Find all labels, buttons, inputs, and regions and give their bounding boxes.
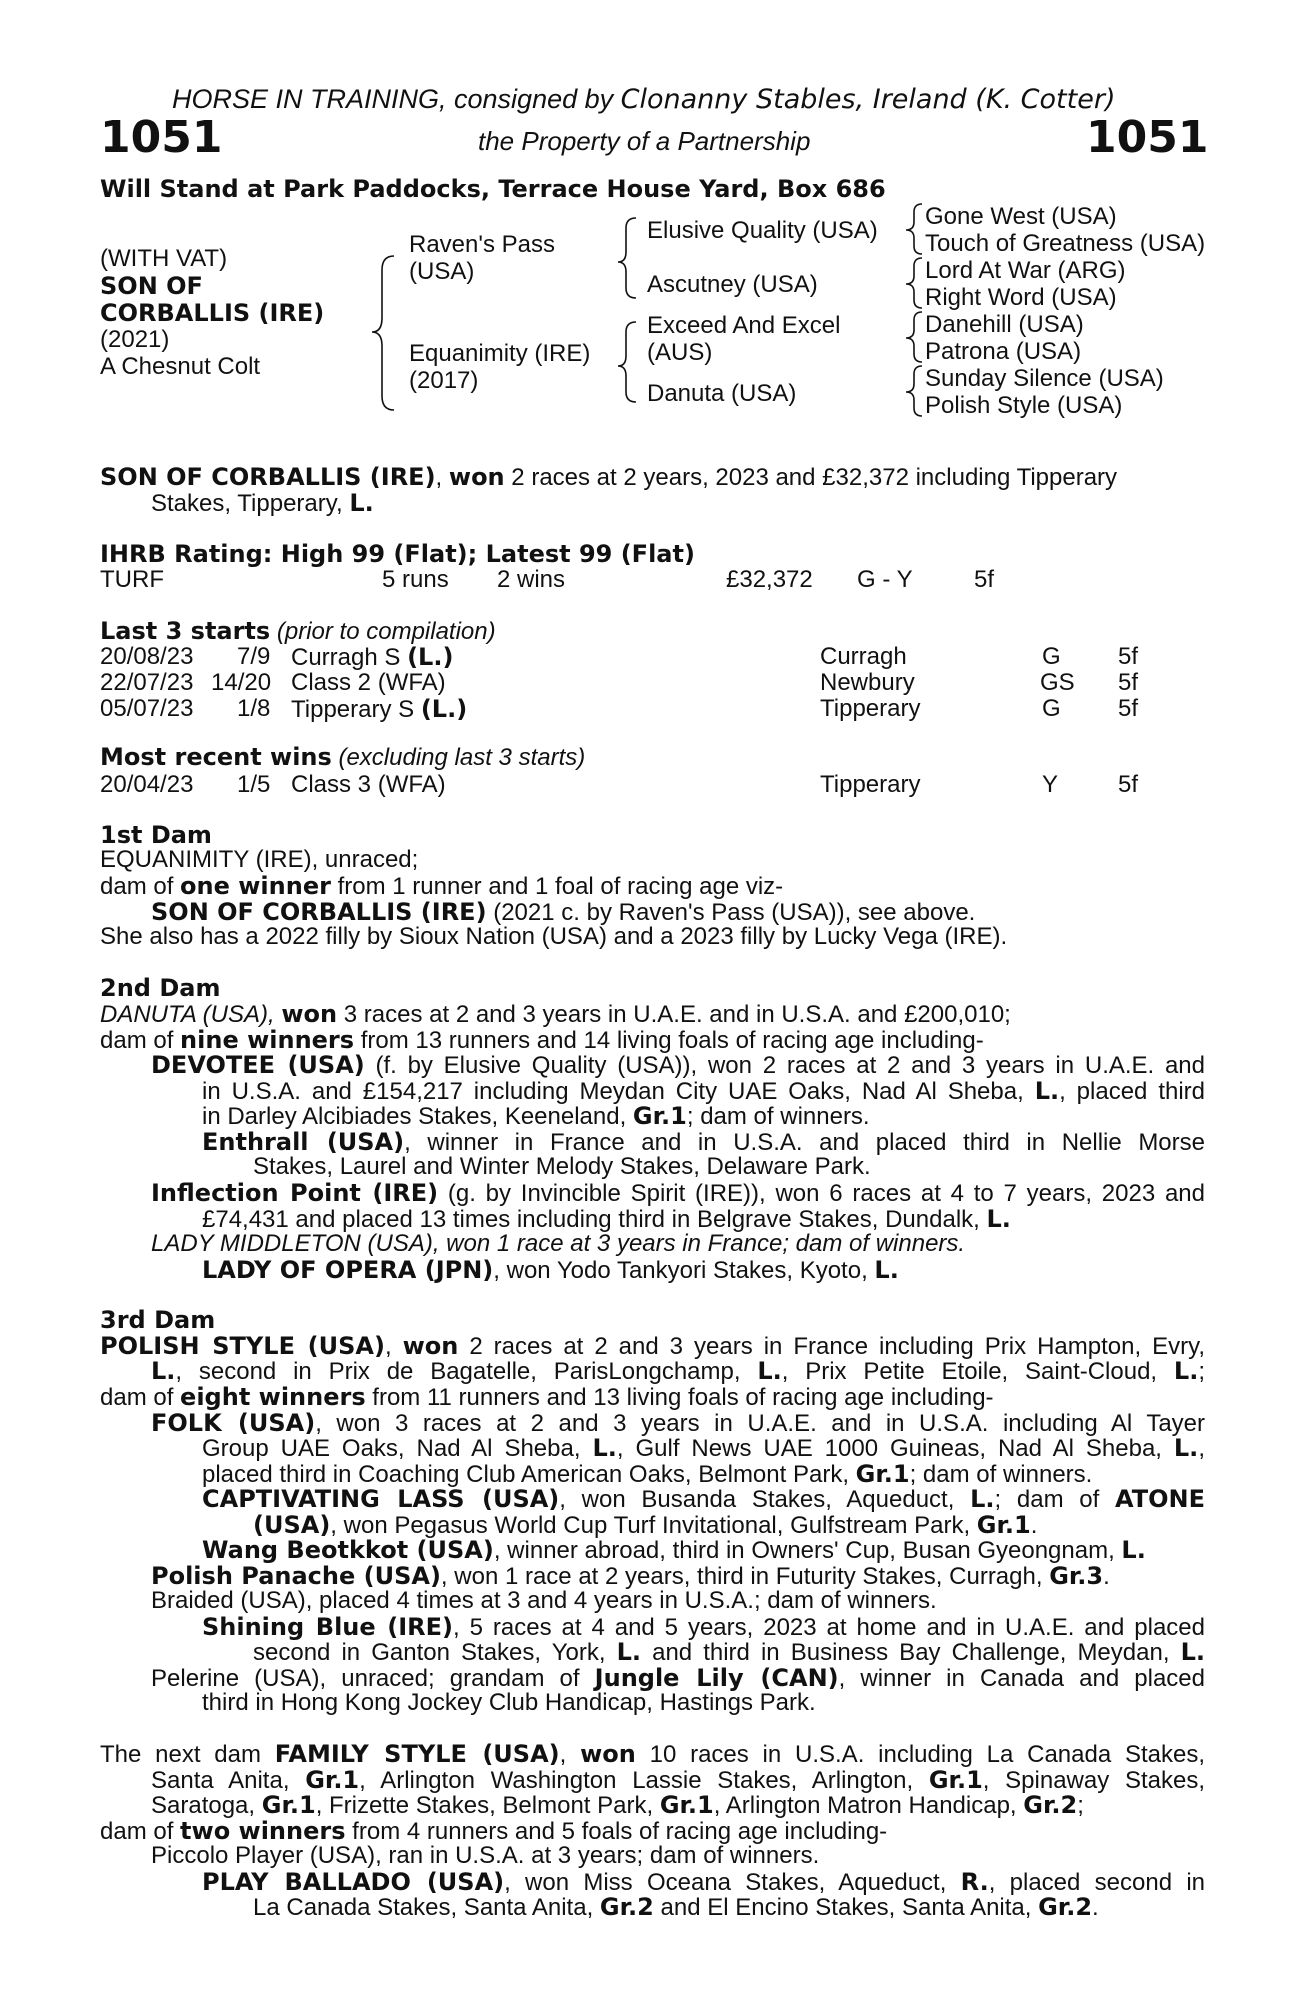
dam3-line-6 bbox=[202, 1461, 1092, 1488]
dam2-line-11 bbox=[202, 1257, 899, 1284]
property-line: the Property of a Partnership bbox=[478, 126, 811, 156]
dam3-line-13 bbox=[253, 1639, 1205, 1666]
t-bold: one winner bbox=[180, 872, 331, 900]
t: , Prix Petite Etoile, Saint-Cloud, bbox=[781, 1358, 1174, 1385]
horse-description: A Chesnut Colt bbox=[100, 353, 261, 380]
t-bold: Enthrall (USA) bbox=[202, 1128, 405, 1156]
dam2-line-4 bbox=[202, 1078, 1205, 1105]
horse-year: (2021) bbox=[100, 326, 170, 353]
nextdam-line-1 bbox=[100, 1741, 1205, 1768]
gp-2: Touch of Greatness (USA) bbox=[925, 230, 1206, 257]
dam2-line-10: LADY MIDDLETON (USA), won 1 race at 3 years in France; dam of winners. bbox=[151, 1230, 966, 1257]
sire-dam: Ascutney (USA) bbox=[647, 271, 818, 298]
t-bold: Shining Blue (IRE) bbox=[202, 1613, 454, 1641]
dam3-line-7 bbox=[202, 1486, 1205, 1513]
dam3-line-10 bbox=[151, 1563, 1110, 1590]
race-name: Tipperary S bbox=[291, 696, 421, 723]
t: , placed third bbox=[1059, 1078, 1206, 1105]
t-bold: FOLK (USA) bbox=[151, 1409, 316, 1437]
nextdam-line-7 bbox=[253, 1894, 1099, 1921]
t-bold: L. bbox=[592, 1434, 617, 1462]
dam1-line-3 bbox=[151, 899, 975, 926]
dam2-line-6 bbox=[202, 1129, 1205, 1156]
table-row bbox=[100, 772, 1150, 798]
t: , won Busanda Stakes, Aqueduct, bbox=[559, 1486, 971, 1513]
t: , bbox=[384, 1333, 403, 1360]
t-bold: L. bbox=[970, 1485, 995, 1513]
t: placed third in Coaching Club American Oaks, Belmont Park, bbox=[202, 1461, 856, 1488]
rating-going: G - Y bbox=[857, 566, 913, 593]
start-position: 7/9 bbox=[237, 643, 271, 670]
dam3-line-11: Braided (USA), placed 4 times at 3 and 4 years in U.S.A.; dam of winners. bbox=[151, 1587, 937, 1614]
t-bold: Gr.1 bbox=[632, 1102, 687, 1130]
t: dam of bbox=[100, 1818, 181, 1845]
race-grade: (L.) bbox=[407, 643, 454, 671]
summary-won: won bbox=[448, 463, 505, 491]
t: , bbox=[559, 1741, 581, 1768]
t: Santa Anita, bbox=[151, 1767, 306, 1794]
t: from 1 runner and 1 foal of racing age viz- bbox=[330, 873, 784, 900]
t: in Darley Alcibiades Stakes, Keeneland, bbox=[202, 1103, 633, 1130]
gp-7: Sunday Silence (USA) bbox=[925, 365, 1164, 392]
win-date: 20/04/23 bbox=[100, 771, 194, 798]
win-going: Y bbox=[1042, 771, 1059, 798]
table-row bbox=[100, 670, 1150, 696]
t: £74,431 and placed 13 times including third in Belgrave Stakes, Dundalk, bbox=[202, 1206, 987, 1233]
t: dam of bbox=[100, 1027, 181, 1054]
dam2-line-2 bbox=[100, 1027, 984, 1054]
lot-number-right: 1051 bbox=[1086, 112, 1209, 163]
start-race bbox=[291, 696, 467, 723]
dam3-line-4 bbox=[151, 1410, 1205, 1437]
summary-text-2: Stakes, Tipperary, bbox=[151, 490, 350, 517]
t: , 5 races at 4 and 5 years, 2023 at home and in U.A.E. and placed bbox=[453, 1614, 1205, 1641]
start-date: 05/07/23 bbox=[100, 695, 194, 722]
t: from 13 runners and 14 living foals of racing age including- bbox=[354, 1027, 984, 1054]
t-bold: DEVOTEE (USA) bbox=[151, 1051, 365, 1079]
t-italic: DANUTA (USA), bbox=[100, 1001, 282, 1028]
t-bold: PLAY BALLADO (USA) bbox=[202, 1868, 505, 1896]
dam3-line-5 bbox=[202, 1435, 1205, 1462]
nextdam-line-5: Piccolo Player (USA), ran in U.S.A. at 3 years; dam of winners. bbox=[151, 1842, 820, 1869]
dam3-line-1 bbox=[100, 1333, 1205, 1360]
t: . bbox=[1103, 1563, 1110, 1590]
lot-number-left: 1051 bbox=[100, 112, 223, 163]
t-bold: nine winners bbox=[180, 1026, 355, 1054]
t-bold: L. bbox=[757, 1357, 782, 1385]
dam2-title: 2nd Dam bbox=[100, 974, 221, 1002]
t-bold: Gr.1 bbox=[261, 1791, 316, 1819]
t: 10 races in U.S.A. including La Canada Stakes, bbox=[635, 1741, 1205, 1768]
summary-text-1: 2 races at 2 years, 2023 and £32,372 including Tipperary bbox=[504, 464, 1118, 491]
start-date: 22/07/23 bbox=[100, 669, 194, 696]
t-bold: POLISH STYLE (USA) bbox=[100, 1332, 385, 1360]
t: ; bbox=[1198, 1358, 1205, 1385]
start-course: Curragh bbox=[820, 643, 907, 670]
start-position: 14/20 bbox=[211, 669, 272, 696]
dam2-line-1 bbox=[100, 1001, 1011, 1028]
dam-year: (2017) bbox=[409, 367, 479, 394]
t-bold: Polish Panache (USA) bbox=[151, 1562, 441, 1590]
dam-name: Equanimity (IRE) bbox=[409, 340, 591, 367]
horse-name-1: SON OF bbox=[100, 272, 203, 300]
t: ; bbox=[1077, 1792, 1084, 1819]
horse-name-2: CORBALLIS (IRE) bbox=[100, 299, 325, 327]
t: , winner in Canada and placed bbox=[838, 1665, 1205, 1692]
t-bold: won bbox=[281, 1000, 338, 1028]
t: from 11 runners and 13 living foals of racing age including- bbox=[365, 1384, 994, 1411]
t-bold: ATONE bbox=[1115, 1485, 1205, 1513]
t-bold: L. bbox=[1121, 1536, 1146, 1564]
t-bold: L. bbox=[1173, 1357, 1199, 1385]
dam2-line-8 bbox=[151, 1180, 1205, 1207]
nextdam-line-3 bbox=[151, 1792, 1084, 1819]
consignor-name: Clonanny Stables, Ireland (K. Cotter) bbox=[620, 84, 1116, 115]
t: , winner in France and in U.S.A. and placed third in Nellie Morse bbox=[404, 1129, 1205, 1156]
t: dam of bbox=[100, 1384, 181, 1411]
dam3-title: 3rd Dam bbox=[100, 1306, 216, 1334]
t-bold: Gr.2 bbox=[1023, 1791, 1078, 1819]
t-bold: L. bbox=[151, 1357, 176, 1385]
t: , won Pegasus World Cup Turf Invitational, Gulfstream Park, bbox=[330, 1512, 977, 1539]
start-course: Newbury bbox=[820, 669, 915, 696]
t-bold: (USA) bbox=[253, 1511, 331, 1539]
win-distance: 5f bbox=[1118, 771, 1139, 798]
gp-3: Lord At War (ARG) bbox=[925, 257, 1126, 284]
dam-sire-2: (AUS) bbox=[647, 339, 713, 366]
dam2-line-9 bbox=[202, 1206, 1011, 1233]
last3-note: (prior to compilation) bbox=[276, 618, 496, 645]
win-course: Tipperary bbox=[820, 771, 921, 798]
vat-note: (WITH VAT) bbox=[100, 245, 228, 272]
dam3-line-3 bbox=[100, 1384, 994, 1411]
sire-sire: Elusive Quality (USA) bbox=[647, 217, 878, 244]
t-bold: LADY OF OPERA (JPN) bbox=[202, 1256, 494, 1284]
t-bold: Wang Beotkkot (USA) bbox=[202, 1536, 494, 1564]
table-row bbox=[100, 696, 1150, 722]
last3-title: Last 3 starts bbox=[100, 617, 271, 645]
t: , won Yodo Tankyori Stakes, Kyoto, bbox=[493, 1257, 875, 1284]
t: from 4 runners and 5 foals of racing age including- bbox=[345, 1818, 888, 1845]
dam-dam: Danuta (USA) bbox=[647, 380, 797, 407]
t-bold: Gr.2 bbox=[1038, 1893, 1093, 1921]
t: and third in Business Bay Challenge, Meydan, bbox=[641, 1639, 1181, 1666]
dam1-line-4: She also has a 2022 filly by Sioux Nation (USA) and a 2023 filly by Lucky Vega (IRE). bbox=[100, 923, 1008, 950]
nextdam-line-2 bbox=[151, 1767, 1205, 1794]
gp-5: Danehill (USA) bbox=[925, 311, 1084, 338]
t-bold: CAPTIVATING LASS (USA) bbox=[202, 1485, 560, 1513]
t-bold: Inflection Point (IRE) bbox=[151, 1179, 439, 1207]
race-name: Class 2 (WFA) bbox=[291, 669, 446, 696]
t-bold: L. bbox=[1034, 1077, 1060, 1105]
t-bold: Gr.2 bbox=[599, 1893, 654, 1921]
t: , bbox=[1198, 1435, 1205, 1462]
t-bold: L. bbox=[874, 1256, 899, 1284]
t: , Gulf News UAE 1000 Guineas, Nad Al Sheba, bbox=[616, 1435, 1174, 1462]
t-bold: FAMILY STYLE (USA) bbox=[274, 1740, 560, 1768]
win-race: Class 3 (WFA) bbox=[291, 771, 446, 798]
summary-horse-name: SON OF CORBALLIS (IRE) bbox=[100, 463, 436, 491]
nextdam-line-4 bbox=[100, 1818, 887, 1845]
start-distance: 5f bbox=[1118, 643, 1139, 670]
start-distance: 5f bbox=[1118, 695, 1139, 722]
dam2-line-7: Stakes, Laurel and Winter Melody Stakes, Delaware Park. bbox=[253, 1153, 871, 1180]
rating-runs: 5 runs bbox=[382, 566, 449, 593]
dam1-line-1: EQUANIMITY (IRE), unraced; bbox=[100, 846, 419, 873]
t: , placed second in bbox=[988, 1869, 1205, 1896]
t: Pelerine (USA), unraced; grandam of bbox=[151, 1665, 595, 1692]
dam2-line-3 bbox=[151, 1052, 1205, 1079]
t: Group UAE Oaks, Nad Al Sheba, bbox=[202, 1435, 593, 1462]
stand-location: Will Stand at Park Paddocks, Terrace House Yard, Box 686 bbox=[100, 175, 886, 203]
win-position: 1/5 bbox=[237, 771, 271, 798]
start-going: GS bbox=[1040, 669, 1075, 696]
t-bold: Gr.1 bbox=[855, 1460, 910, 1488]
t: 3 races at 2 and 3 years in U.A.E. and in U.S.A. and £200,010; bbox=[337, 1001, 1011, 1028]
t-bold: L. bbox=[616, 1638, 642, 1666]
t-bold: eight winners bbox=[180, 1383, 366, 1411]
t: 2 races at 2 and 3 years in France including Prix Hampton, Evry, bbox=[458, 1333, 1205, 1360]
t: ; dam of winners. bbox=[686, 1103, 870, 1130]
t: (g. by Invincible Spirit (IRE)), won 6 races at 4 to 7 years, 2023 and bbox=[438, 1180, 1205, 1207]
t: (f. by Elusive Quality (USA)), won 2 races at 2 and 3 years in U.A.E. and bbox=[364, 1052, 1205, 1079]
t-bold: R. bbox=[960, 1868, 989, 1896]
t-bold: L. bbox=[986, 1205, 1011, 1233]
rating-prize: £32,372 bbox=[726, 566, 813, 593]
recent-heading bbox=[100, 744, 585, 771]
start-race bbox=[291, 644, 453, 671]
t-bold: Jungle Lily (CAN) bbox=[594, 1664, 839, 1692]
last3-heading bbox=[100, 618, 496, 645]
t: , Spinaway Stakes, bbox=[982, 1767, 1205, 1794]
start-position: 1/8 bbox=[237, 695, 271, 722]
recent-title: Most recent wins bbox=[100, 743, 332, 771]
dam1-line-2 bbox=[100, 873, 783, 900]
start-going: G bbox=[1042, 695, 1061, 722]
t: , won 3 races at 2 and 3 years in U.A.E. and in U.S.A. including Al Tayer bbox=[315, 1410, 1206, 1437]
t: , won 1 race at 2 years, third in Futurity Stakes, Curragh, bbox=[440, 1563, 1050, 1590]
consignor-prefix: HORSE IN TRAINING, consigned by bbox=[172, 84, 614, 114]
dam2-line-5 bbox=[202, 1103, 870, 1130]
t: The next dam bbox=[100, 1741, 275, 1768]
t: in U.S.A. and £154,217 including Meydan City UAE Oaks, Nad Al Sheba, bbox=[202, 1078, 1035, 1105]
t: La Canada Stakes, Santa Anita, bbox=[253, 1894, 600, 1921]
gp-8: Polish Style (USA) bbox=[925, 392, 1123, 419]
dam1-title: 1st Dam bbox=[100, 821, 212, 849]
dam3-line-9 bbox=[202, 1537, 1146, 1564]
start-course: Tipperary bbox=[820, 695, 921, 722]
start-distance: 5f bbox=[1118, 669, 1139, 696]
t-bold: Gr.3 bbox=[1049, 1562, 1104, 1590]
t: and El Encino Stakes, Santa Anita, bbox=[653, 1894, 1039, 1921]
t: ; dam of winners. bbox=[909, 1461, 1093, 1488]
t: , second in Prix de Bagatelle, ParisLongchamp, bbox=[175, 1358, 758, 1385]
start-race bbox=[291, 670, 446, 696]
dam3-line-12 bbox=[202, 1614, 1205, 1641]
t: dam of bbox=[100, 873, 181, 900]
t: ; dam of bbox=[994, 1486, 1116, 1513]
dam3-line-2 bbox=[151, 1358, 1205, 1385]
sire-country: (USA) bbox=[409, 258, 475, 285]
t-bold: Gr.1 bbox=[305, 1766, 360, 1794]
t-bold: Gr.1 bbox=[928, 1766, 983, 1794]
dam3-line-8 bbox=[253, 1512, 1037, 1539]
t: , winner abroad, third in Owners' Cup, Busan Gyeongnam, bbox=[493, 1537, 1122, 1564]
race-name: Curragh S bbox=[291, 644, 408, 671]
t: , Arlington Washington Lassie Stakes, Arlington, bbox=[359, 1767, 929, 1794]
recent-note: (excluding last 3 starts) bbox=[338, 744, 586, 771]
gp-4: Right Word (USA) bbox=[925, 284, 1117, 311]
dam3-line-14 bbox=[151, 1665, 1205, 1692]
t-bold: Gr.1 bbox=[659, 1791, 714, 1819]
table-row bbox=[100, 644, 1150, 670]
start-date: 20/08/23 bbox=[100, 643, 194, 670]
rating-distance: 5f bbox=[974, 566, 995, 593]
t: . bbox=[1030, 1512, 1038, 1539]
t-bold: L. bbox=[1180, 1638, 1205, 1666]
t-bold: Gr.1 bbox=[976, 1511, 1031, 1539]
dam-sire-1: Exceed And Excel bbox=[647, 312, 841, 339]
dam3-line-15: third in Hong Kong Jockey Club Handicap, Hastings Park. bbox=[202, 1689, 816, 1716]
t: , Frizette Stakes, Belmont Park, bbox=[315, 1792, 660, 1819]
t: , won Miss Oceana Stakes, Aqueduct, bbox=[504, 1869, 961, 1896]
t: second in Ganton Stakes, York, bbox=[253, 1639, 617, 1666]
t-bold: two winners bbox=[180, 1817, 346, 1845]
rating-title: IHRB Rating: High 99 (Flat); Latest 99 (Flat) bbox=[100, 540, 695, 568]
rating-surface: TURF bbox=[100, 566, 164, 593]
race-grade: (L.) bbox=[420, 695, 468, 723]
t-bold: won bbox=[580, 1740, 636, 1768]
t: (2021 c. by Raven's Pass (USA)), see above. bbox=[486, 899, 976, 926]
t: Saratoga, bbox=[151, 1792, 262, 1819]
gp-6: Patrona (USA) bbox=[925, 338, 1082, 365]
summary-listed: L. bbox=[349, 489, 374, 517]
rating-wins: 2 wins bbox=[497, 566, 566, 593]
t-bold: SON OF CORBALLIS (IRE) bbox=[151, 898, 487, 926]
t: . bbox=[1092, 1894, 1099, 1921]
sire-name: Raven's Pass bbox=[409, 231, 555, 258]
summary-line-2 bbox=[151, 490, 374, 517]
summary-line-1: SON OF CORBALLIS (IRE), won 2 races at 2 years, 2023 and £32,372 including Tipperary bbox=[100, 463, 1118, 491]
nextdam-line-6 bbox=[202, 1869, 1205, 1896]
t: , Arlington Matron Handicap, bbox=[713, 1792, 1024, 1819]
start-going: G bbox=[1042, 643, 1061, 670]
t-bold: L. bbox=[1173, 1434, 1199, 1462]
gp-1: Gone West (USA) bbox=[925, 203, 1117, 230]
t-bold: won bbox=[402, 1332, 459, 1360]
